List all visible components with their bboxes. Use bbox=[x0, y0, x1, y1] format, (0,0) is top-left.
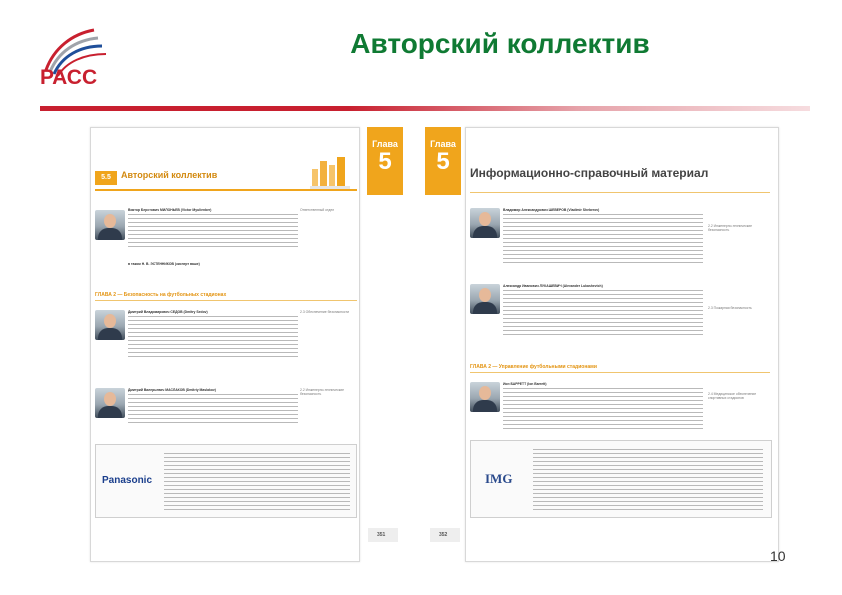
chapter-chip-word: Глава bbox=[372, 139, 398, 149]
logo-text: РАСС bbox=[40, 66, 98, 89]
footnote: в таком Н. В. ЭСТЕННИКОВ (эксперт ваше) bbox=[128, 262, 200, 266]
author-photo bbox=[95, 210, 125, 240]
page-number: 352 bbox=[439, 532, 448, 538]
author-role: 2.3 Обеспечение безопасности bbox=[300, 310, 350, 314]
chapter-rule bbox=[470, 372, 770, 373]
chapter-heading: ГЛАВА 2 — Безопасность на футбольных стадионах bbox=[95, 292, 227, 298]
author-role: 2.3 Пожарная безопасность bbox=[708, 306, 752, 310]
slide-number: 10 bbox=[770, 548, 786, 564]
chapter-chip-number: 5 bbox=[436, 148, 450, 175]
author-photo bbox=[95, 388, 125, 418]
chapter-chip-left bbox=[367, 127, 403, 195]
section-rule bbox=[95, 189, 357, 191]
author-photo bbox=[95, 310, 125, 340]
author-name: Виктор Берстович МИЛОНЬЕВ (Victor Myulienber) bbox=[128, 208, 212, 212]
author-bio bbox=[128, 388, 298, 433]
panasonic-logo: Panasonic bbox=[102, 475, 153, 486]
author-bio bbox=[128, 310, 298, 360]
author-photo bbox=[470, 284, 500, 314]
slide-title: Авторский коллектив bbox=[350, 28, 650, 59]
author-photo bbox=[470, 382, 500, 412]
title-rule bbox=[470, 192, 770, 193]
author-bio bbox=[128, 208, 298, 258]
author-bio bbox=[503, 382, 703, 434]
author-name: Владимир Александрович ШЕВЕРОВ (Vladimir Sheberov) bbox=[503, 208, 600, 212]
author-bio bbox=[503, 284, 703, 344]
chapter-heading: ГЛАВА 2 — Управление футбольными стадионами bbox=[470, 364, 597, 370]
sponsor-text bbox=[164, 453, 350, 511]
author-role: 2.4 Медицинское обеспечение спортивных стадионов bbox=[708, 392, 757, 400]
author-bio bbox=[503, 208, 703, 270]
img-logo: IMG bbox=[485, 471, 513, 486]
chapter-chip-word: Глава bbox=[430, 139, 456, 149]
author-role: 2.2 Инженерно-технические безопасность bbox=[708, 224, 753, 232]
header-divider bbox=[40, 106, 810, 111]
author-name: Дмитрий Владимирович СЕДОВ (Dmitry Sedov) bbox=[128, 310, 208, 314]
author-name: Александр Иванович ЛУКАШЕВИЧ (Alexander Lukashevich) bbox=[503, 284, 603, 288]
chapter-chip-number: 5 bbox=[378, 148, 392, 175]
author-name: Ион БАРРЕТТ (Ion Barrett) bbox=[503, 382, 547, 386]
author-role: Ответственный отдел bbox=[300, 208, 335, 212]
author-role: 2.2 Инженерно-технические безопасность bbox=[300, 388, 345, 396]
chapter-chip-right bbox=[425, 127, 461, 195]
sponsor-box-img bbox=[470, 440, 772, 518]
author-name: Дмитрий Валерьевич МАСЛАКОВ (Dmitriy Maslakov) bbox=[128, 388, 216, 392]
page-number: 351 bbox=[377, 532, 386, 538]
section-number: 5.5 bbox=[95, 171, 117, 185]
section-title: Авторский коллектив bbox=[121, 170, 218, 180]
chapter-rule bbox=[95, 300, 357, 301]
author-photo bbox=[470, 208, 500, 238]
sponsor-box-panasonic bbox=[95, 444, 357, 518]
info-title: Информационно-справочный материал bbox=[470, 166, 709, 180]
sponsor-text bbox=[533, 449, 763, 511]
building-illustration-icon bbox=[310, 155, 350, 189]
